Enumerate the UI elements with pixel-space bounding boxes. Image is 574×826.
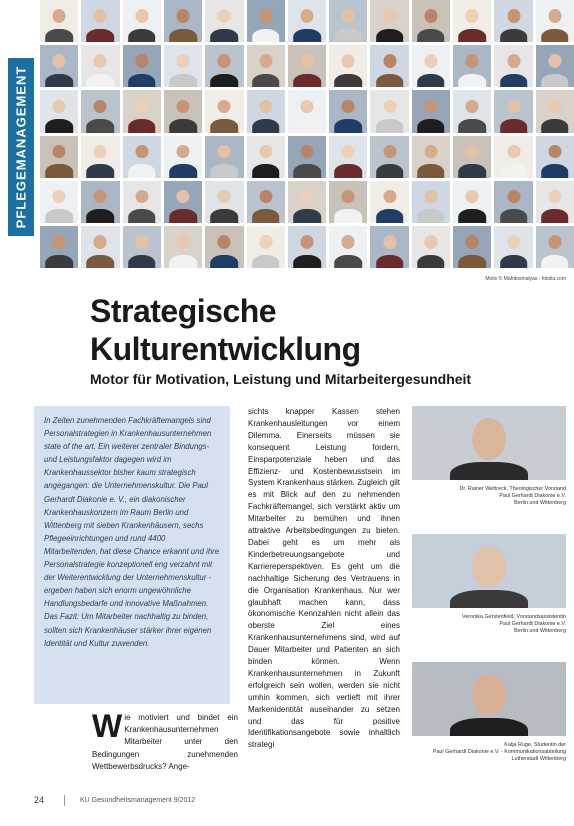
mosaic-tile <box>40 136 78 178</box>
mosaic-tile <box>164 181 202 223</box>
image-credit: Motiv © Mahdosmalyas - fotolia.com <box>485 276 566 282</box>
body-text: sichts knapper Kassen stehen Krankenhausleitungen vor einem Dilemma. Einerseits müssen sie konsequent Leistung fordern, Einsparpotenziale heben und das Effizienz- und Kostenbewusstsein im System Krankenhaus stärken. Zugleich gilt es mit Blick auf den zu nehmenden Fachkräftemangel, sich verstärkt aktiv um Mitarbeiter zu bemühen und ihnen attraktive Arbeitsbedingungen zu bieten. Dabei geht es um mehr als Kinderbetreuungsangebote und Karriereperspektiven. Es geht um die nachhaltige Sicherung des Vertrauens in die Organisation Krankenhaus. Nur wer glaubhaft machen kann, dass ökonomische Kennzahlen nicht allein das oberste Ziel eines Krankenhausunternehmens sind, wird auf Dauer Mitarbeiter und Patienten an sich binden können. Wenn Krankenhausunternehmen in Zukunft erfolgreich sein wollen, werden sie nicht umhin kommen, sich vertieft mit ihrer Markenidentität auseinander zu setzen und das für positive Identifikationsangebote sowie inhaltlich strategi <box>248 407 400 750</box>
mosaic-tile <box>247 0 285 42</box>
body-column <box>248 406 400 751</box>
mosaic-tile <box>453 0 491 42</box>
mosaic-tile <box>370 0 408 42</box>
mosaic-tile <box>247 45 285 87</box>
mosaic-tile <box>412 136 450 178</box>
mosaic-tile <box>329 90 367 132</box>
mosaic-tile <box>81 136 119 178</box>
mosaic-tile <box>205 181 243 223</box>
mosaic-tile <box>453 45 491 87</box>
author-caption-2: Veronika Gerstenfield, Vorstandsassistentin Paul Gerhardt Diakonie e.V. Berlin und Wittenberg <box>462 614 566 634</box>
mosaic-tile <box>205 90 243 132</box>
mosaic-tile <box>494 226 532 268</box>
mosaic-tile <box>288 181 326 223</box>
portrait-mosaic <box>40 0 574 268</box>
drop-cap: W <box>92 708 123 744</box>
mosaic-tile <box>205 45 243 87</box>
mosaic-tile <box>81 90 119 132</box>
mosaic-tile <box>412 45 450 87</box>
mosaic-tile <box>453 226 491 268</box>
section-label: PFLEGEMANAGEMENT <box>13 65 29 229</box>
mosaic-tile <box>40 90 78 132</box>
mosaic-tile <box>247 136 285 178</box>
lead-text: ie motiviert und bindet ein Krankenhausunternehmen Mitarbeiter unter den Bedingungen zunehmenden Wettbewerbsdrucks? Ange- <box>92 713 238 771</box>
author-photo-1 <box>412 406 566 480</box>
mosaic-tile <box>536 0 574 42</box>
mosaic-tile <box>494 90 532 132</box>
mosaic-tile <box>370 226 408 268</box>
mosaic-tile <box>40 226 78 268</box>
intro-text: In Zeiten zunehmenden Fachkräftemangels sind Personalstrategien in Krankenhausunternehmen state of the art. Ein weiterer zentraler Bindungs- und Leistungsfaktor dagegen wird im Krankenhaussektor bisher kaum strategisch angegangen: die Unternehmenskultur. Die Paul Gerhardt Diakonie e. V., ein diakonischer Krankenhauskonzern im Raum Berlin und Wittenberg mit sieben Krankenhäusern, sechs Pflegeeinrichtungen und rund 4400 Mitarbeitenden, hat diese Chance erkannt und ihre Personalstrategie konzeptionell eng verzahnt mit der Weiterentwicklung der Unternehmenskultur - ergeben haben sich enorm ungewöhnliche Handlungsbedarfe und innovative Maßnahmen. Das Fazit: Um Mitarbeiter nachhaltig zu binden, sollten sich Krankenhäuser stärker ihrer eigenen Identität und Kultur zuwenden. <box>44 416 220 648</box>
mosaic-tile <box>164 226 202 268</box>
mosaic-tile <box>412 0 450 42</box>
mosaic-tile <box>412 90 450 132</box>
mosaic-tile <box>123 181 161 223</box>
mosaic-tile <box>536 90 574 132</box>
mosaic-tile <box>370 90 408 132</box>
author-caption-1: Dr. Rainer Wettreck, Theologischer Vorstand Paul Gerhardt Diakonie e.V. Berlin und Wittenberg <box>459 486 566 506</box>
mosaic-tile <box>288 90 326 132</box>
mosaic-tile <box>164 90 202 132</box>
mosaic-tile <box>123 0 161 42</box>
mosaic-tile <box>329 45 367 87</box>
mosaic-tile <box>247 226 285 268</box>
mosaic-tile <box>288 45 326 87</box>
mosaic-tile <box>205 0 243 42</box>
mosaic-tile <box>81 45 119 87</box>
mosaic-tile <box>412 181 450 223</box>
magazine-name: KU Gesundheitsmanagement 9/2012 <box>80 797 196 804</box>
mosaic-tile <box>81 181 119 223</box>
mosaic-tile <box>329 136 367 178</box>
mosaic-tile <box>247 90 285 132</box>
mosaic-tile <box>288 0 326 42</box>
mosaic-tile <box>164 45 202 87</box>
mosaic-tile <box>494 45 532 87</box>
mosaic-tile <box>494 136 532 178</box>
mosaic-tile <box>536 226 574 268</box>
mosaic-tile <box>123 90 161 132</box>
mosaic-tile <box>370 45 408 87</box>
mosaic-tile <box>536 45 574 87</box>
mosaic-tile <box>247 181 285 223</box>
mosaic-tile <box>40 181 78 223</box>
mosaic-tile <box>412 226 450 268</box>
mosaic-tile <box>536 136 574 178</box>
author-photo-2 <box>412 534 566 608</box>
mosaic-tile <box>123 136 161 178</box>
mosaic-tile <box>329 181 367 223</box>
mosaic-tile <box>164 136 202 178</box>
mosaic-tile <box>536 181 574 223</box>
article-subtitle: Motor für Motivation, Leistung und Mitarbeitergesundheit <box>90 371 472 387</box>
mosaic-tile <box>205 136 243 178</box>
mosaic-tile <box>81 226 119 268</box>
mosaic-tile <box>164 0 202 42</box>
lead-paragraph <box>92 708 238 773</box>
footer-divider <box>64 795 65 806</box>
mosaic-tile <box>81 0 119 42</box>
title-line-1: Strategische <box>90 293 277 329</box>
mosaic-tile <box>123 226 161 268</box>
mosaic-tile <box>494 0 532 42</box>
author-caption-3: Katja Ruge, Studentin der Paul Gerhardt Diakonie e.V. - Kommunikationsabteilung Lutherstadt Wittenberg <box>432 742 566 762</box>
title-line-2: Kulturentwicklung <box>90 331 361 367</box>
mosaic-tile <box>453 136 491 178</box>
mosaic-tile <box>288 136 326 178</box>
author-photo-3 <box>412 662 566 736</box>
mosaic-tile <box>329 226 367 268</box>
section-tab <box>8 58 34 236</box>
mosaic-tile <box>494 181 532 223</box>
mosaic-tile <box>370 136 408 178</box>
mosaic-tile <box>123 45 161 87</box>
mosaic-tile <box>40 0 78 42</box>
mosaic-tile <box>370 181 408 223</box>
page-number: 24 <box>34 795 45 805</box>
article-title <box>90 292 361 368</box>
mosaic-tile <box>453 181 491 223</box>
mosaic-tile <box>205 226 243 268</box>
mosaic-tile <box>453 90 491 132</box>
mosaic-tile <box>329 0 367 42</box>
mosaic-tile <box>40 45 78 87</box>
intro-box <box>34 406 230 704</box>
mosaic-tile <box>288 226 326 268</box>
